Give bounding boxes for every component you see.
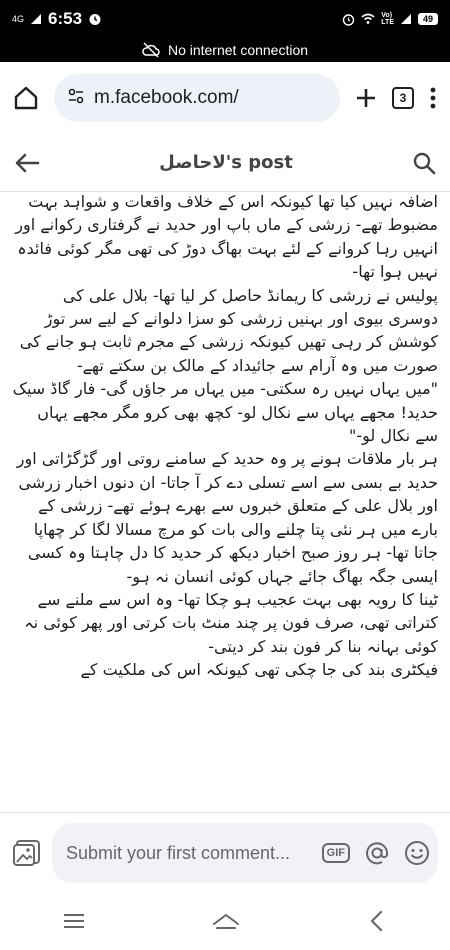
site-settings-icon[interactable] [66,86,86,110]
back-nav-icon[interactable] [367,910,387,932]
comment-input[interactable] [52,823,438,883]
post-body [0,190,450,812]
comment-placeholder[interactable]: Submit your first comment... [66,842,291,863]
home-nav-icon[interactable] [211,912,241,930]
offline-banner [0,38,450,62]
browser-toolbar [0,62,450,134]
offline-text: No internet connection [167,42,309,58]
tab-switcher-button[interactable]: 3 [392,87,414,109]
battery-indicator: 49 [418,13,438,25]
page-title: لاحاصل's post [159,152,293,173]
network-indicator: 4G [12,13,25,24]
wifi-icon [361,13,375,25]
comment-composer [0,812,450,892]
post-text: اضافہ نہیں کیا تھا کیونکہ اس کے خلاف واقعات و شواہد بہت مضبوط تھے- زرشی کے ماں باپ اور حدید نے گرفتاری رکوانے اور انہیں رہا کروانے کے لئے بہت بھاگ دوڑ کی تھی مگر کوئی فائدہ نہیں ہوا تھا- پولیس نے زرشی کا ریمانڈ حاصل کر لیا تھا- بلال علی کی دوسری بیوی اور بہنیں زرشی کو سزا دلوانے کے لیے سر توڑ کوشش کر رہی تھیں کیونکہ زرشی کے مجرم ثابت ہو جانے کی صورت میں وہ آرام سے جائیداد کے مالک بن سکتے تھے- "میں یہاں نہیں رہ سکتی- میں یہاں مر جاؤں گی- فار گاڈ سیک حدید! مجھے یہاں سے نکال لو- کچھ بھی کرو مگر مجھے یہاں سے نکال لو-" ہر بار ملاقات ہونے پر وہ حدید کے سامنے روتی اور گڑگڑاتی اور حدید بے بسی سے اسے تسلی دے کر آ جاتا- ان دنوں اخبار زرشی اور بلال علی کے متعلق خبروں سے بھرے ہوئے تھے- زرشی کے بارے میں ہر نئی پتا چلنے والی بات کو مرچ مسالا لگا کر چھاپا جاتا تھا- ہر روز صبح اخبار دیکھ کر حدید کا دل چاہتا وہ کسی ایسی جگہ بھاگ جائے جہاں کوئی انسان نہ ہو- ٹینا کا رویہ بھی بہت عجیب ہو چکا تھا- وہ اس سے ملنے سے کتراتی تھی، صرف فون پر چند منٹ بات کرتی اور پھر کوئی نہ کوئی بہانہ بنا کر فون بند کر دیتی- فیکٹری بند کی جا چکی تھی کیونکہ اس کی ملکیت کے [12,192,438,680]
alarm-clock-icon [342,13,355,26]
volte-indicator: Vo) LTE [381,12,394,26]
home-icon[interactable] [12,84,40,112]
status-time: 6:53 [48,9,83,28]
recents-icon[interactable] [63,913,85,929]
more-vertical-icon[interactable] [428,86,438,110]
signal-strength-icon [400,13,412,25]
back-arrow-icon[interactable] [14,153,40,173]
url-text[interactable]: m.facebook.com/ [94,87,239,108]
new-tab-button[interactable] [354,86,378,110]
address-bar[interactable] [54,74,340,122]
at-icon[interactable] [364,840,390,866]
gif-button[interactable]: GIF [322,843,350,863]
search-icon[interactable] [412,151,436,175]
alarm-icon [88,12,102,26]
cloud-off-icon [142,42,160,58]
system-nav-bar [0,892,450,950]
signal-icon [30,13,42,25]
post-header [0,134,450,192]
status-bar [0,0,450,38]
emoji-icon[interactable] [404,840,430,866]
photo-icon[interactable] [12,838,42,868]
